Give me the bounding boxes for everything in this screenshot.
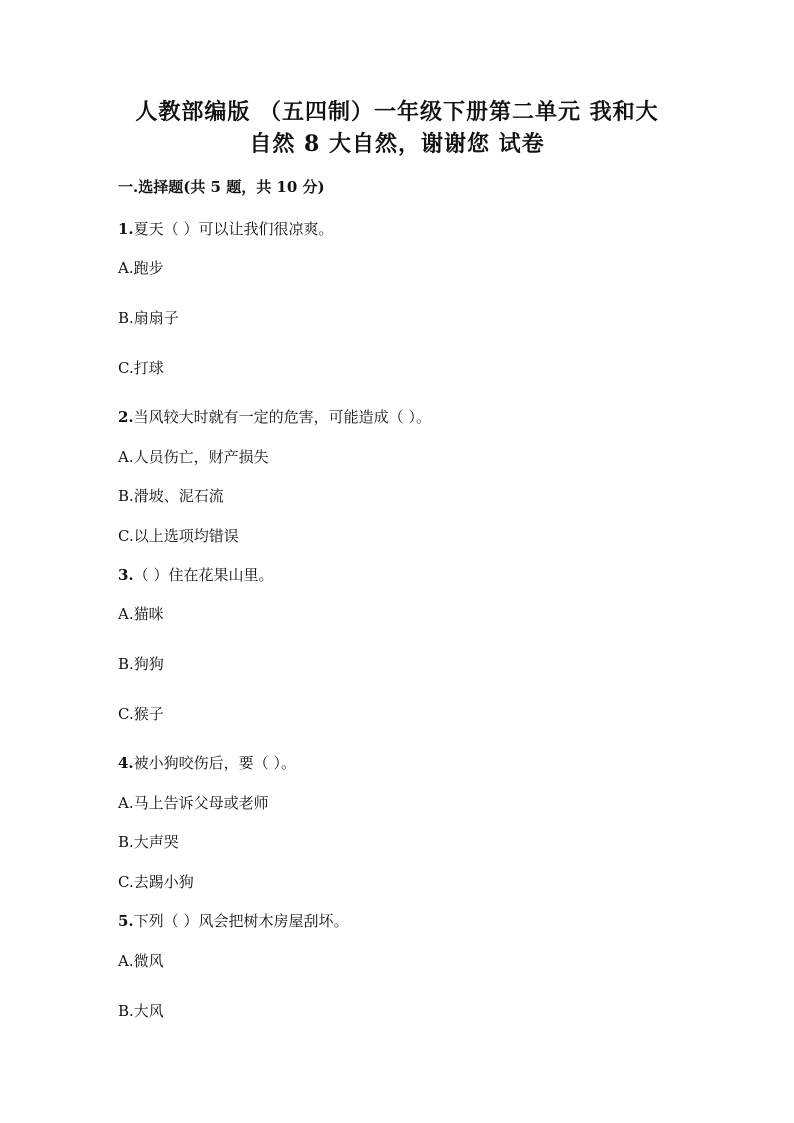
question-4 xyxy=(118,752,296,773)
question-4-option-c[interactable]: C.去踢小狗 xyxy=(118,873,194,891)
question-5 xyxy=(118,910,348,931)
question-2 xyxy=(118,406,431,427)
question-text: 当风较大时就有一定的危害，可能造成（ ）。 xyxy=(133,408,431,426)
question-3-option-a[interactable]: A.猫咪 xyxy=(118,605,164,623)
question-number: 5. xyxy=(118,912,134,930)
question-1-option-a[interactable]: A.跑步 xyxy=(118,259,164,277)
page-title-line-2: 自然 8 大自然，谢谢您 试卷 xyxy=(249,131,545,157)
section-heading: 一.选择题(共 5 题，共 10 分) xyxy=(118,178,325,196)
question-text: 夏天（ ）可以让我们很凉爽。 xyxy=(133,220,334,238)
question-5-option-b[interactable]: B.大风 xyxy=(118,1002,164,1020)
question-3-option-b[interactable]: B.狗狗 xyxy=(118,655,164,673)
question-number: 1. xyxy=(118,220,134,238)
question-number: 4. xyxy=(118,754,134,772)
question-4-option-a[interactable]: A.马上告诉父母或老师 xyxy=(118,794,269,812)
question-text: （ ）住在花果山里。 xyxy=(133,566,274,584)
question-number: 2. xyxy=(118,408,134,426)
question-4-option-b[interactable]: B.大声哭 xyxy=(118,833,179,851)
question-3-option-c[interactable]: C.猴子 xyxy=(118,705,164,723)
question-1-option-c[interactable]: C.打球 xyxy=(118,359,164,377)
question-2-option-a[interactable]: A.人员伤亡，财产损失 xyxy=(118,448,269,466)
question-2-option-c[interactable]: C.以上选项均错误 xyxy=(118,527,239,545)
question-number: 3. xyxy=(118,566,134,584)
page-title-line-1: 人教部编版 （五四制）一年级下册第二单元 我和大 xyxy=(135,99,659,125)
question-text: 下列（ ）风会把树木房屋刮坏。 xyxy=(133,912,349,930)
question-3 xyxy=(118,564,273,585)
question-1-option-b[interactable]: B.扇扇子 xyxy=(118,309,179,327)
question-1 xyxy=(118,218,333,239)
question-text: 被小狗咬伤后，要（ ）。 xyxy=(133,754,296,772)
question-2-option-b[interactable]: B.滑坡、泥石流 xyxy=(118,487,224,505)
question-5-option-a[interactable]: A.微风 xyxy=(118,952,164,970)
